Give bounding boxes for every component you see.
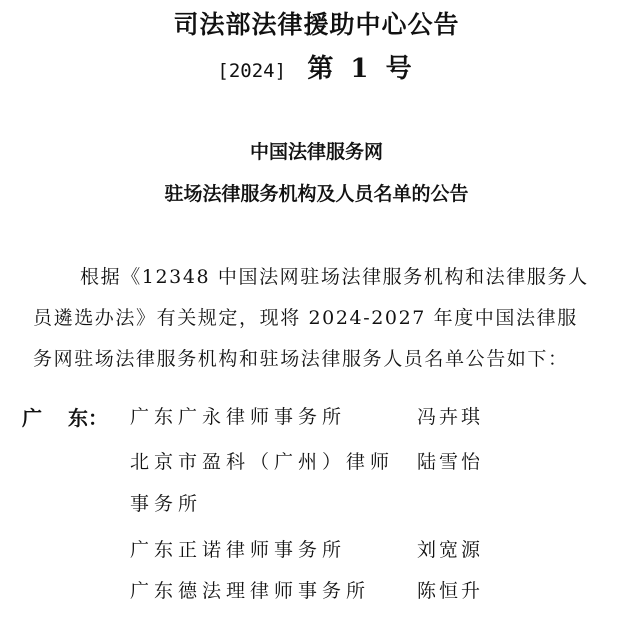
- document-sequence: 第 1 号: [307, 54, 416, 84]
- subtitle-line-2: 驻场法律服务机构及人员名单的公告: [164, 183, 469, 205]
- body-paragraph-line-3: 务网驻场法律服务机构和驻场法律服务人员名单公告如下：: [33, 348, 569, 370]
- firm-name: 广东广永律师事务所: [130, 406, 347, 428]
- province-label-part-1: 广: [22, 406, 42, 430]
- firm-name: 广东正诺律师事务所: [130, 539, 347, 561]
- notice-title: 司法部法律援助中心公告: [173, 10, 460, 39]
- document-year: [2024]: [217, 60, 287, 82]
- person-name: 陈恒升: [417, 580, 484, 602]
- firm-name-line-2: 事务所: [130, 493, 203, 515]
- firm-name-line-1: 北京市盈科（广州）律师: [130, 451, 395, 473]
- person-name: 陆雪怡: [417, 451, 484, 473]
- person-name: 冯卉琪: [417, 406, 484, 428]
- province-label-part-2: 东：: [68, 406, 108, 430]
- firm-name: 广东德法理律师事务所: [130, 580, 371, 602]
- body-paragraph-line-1: 根据《12348 中国法网驻场法律服务机构和法律服务人: [80, 266, 589, 288]
- subtitle-line-1: 中国法律服务网: [249, 141, 383, 163]
- body-paragraph-line-2: 员遴选办法》有关规定，现将 2024-2027 年度中国法律服: [33, 307, 578, 329]
- province-label: [22, 402, 108, 431]
- person-name: 刘宽源: [417, 539, 484, 561]
- document-number: [0, 48, 633, 85]
